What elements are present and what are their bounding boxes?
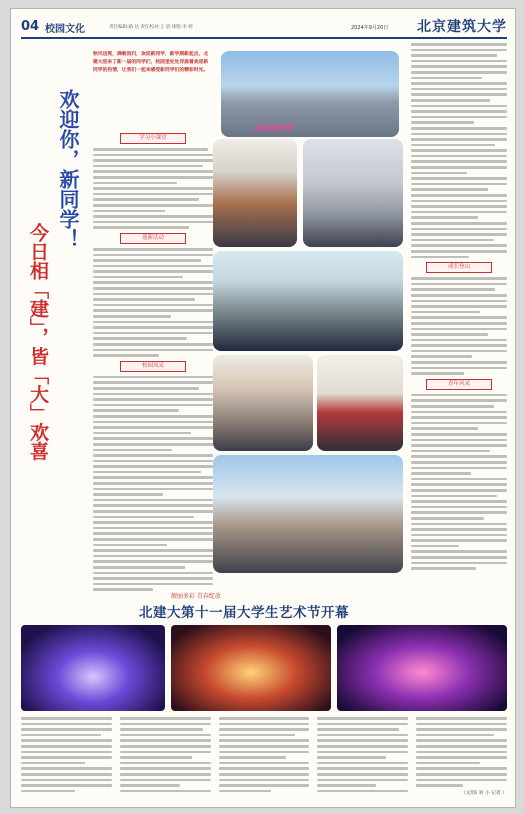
editor-credits: 责任编辑:路 达 责任校对:王 晨 排版:李 婷: [109, 25, 193, 30]
photo-campus-gate: [221, 51, 399, 137]
subsection-heading: 青年风采: [426, 379, 492, 390]
article-headline: 北建大第十一届大学生艺术节开幕: [139, 605, 349, 621]
photo-sign-text: 欢迎新同学: [253, 124, 293, 133]
left-text-column: [93, 129, 213, 591]
subsection-heading: 校园风采: [120, 361, 186, 372]
article-body: [21, 717, 507, 792]
column-body: [411, 394, 507, 570]
column-body: [411, 277, 507, 375]
photo-crowd: [213, 455, 403, 573]
section-name: 校园文化: [45, 24, 85, 35]
right-text-column: [411, 43, 507, 583]
photo-volunteer: [317, 355, 403, 451]
subsection-body: [93, 248, 213, 357]
page-number: 04: [21, 19, 40, 34]
welcome-feature: [21, 43, 507, 585]
subsection-heading: 成长登山: [426, 262, 492, 273]
feature-title-line1: 欢迎你，新同学！: [56, 89, 80, 249]
subsection-heading: 学习小课堂: [120, 133, 186, 144]
feature-title: [21, 43, 91, 563]
subsection-heading: 迎新活动: [120, 233, 186, 244]
art-festival-article: [21, 589, 507, 805]
photo-group: [213, 251, 403, 351]
photo-students: [213, 139, 297, 247]
photo-registration: [303, 139, 403, 247]
article-kicker: 靓丽多彩 青春绽放: [171, 593, 221, 600]
masthead: [21, 15, 507, 39]
column-body: [411, 43, 507, 258]
subsection-body: [93, 148, 213, 229]
feature-title-line2: 今日相「建」，皆「大」欢喜: [27, 223, 49, 461]
subsection-body: [93, 376, 213, 591]
photo-stage-performance-3: [337, 625, 507, 711]
photo-stage-performance-1: [21, 625, 165, 711]
feature-intro: 秋风送爽，满载而归，欢迎新同学，新学期新起点，北建大迎来了新一届的同学们，校园里处处洋溢着欢迎新同学的热情，让我们一起来感受新同学们的精彩时光。: [93, 52, 209, 73]
newspaper-page: [10, 8, 516, 808]
photo-collage: [213, 43, 407, 583]
photo-activity: [213, 355, 313, 451]
article-signature: （文/图 刘 小 记者 ）: [460, 791, 507, 796]
newspaper-name: 北京建筑大学: [417, 19, 507, 35]
publication-date: 2024年9月20日: [351, 25, 389, 31]
photo-stage-performance-2: [171, 625, 331, 711]
